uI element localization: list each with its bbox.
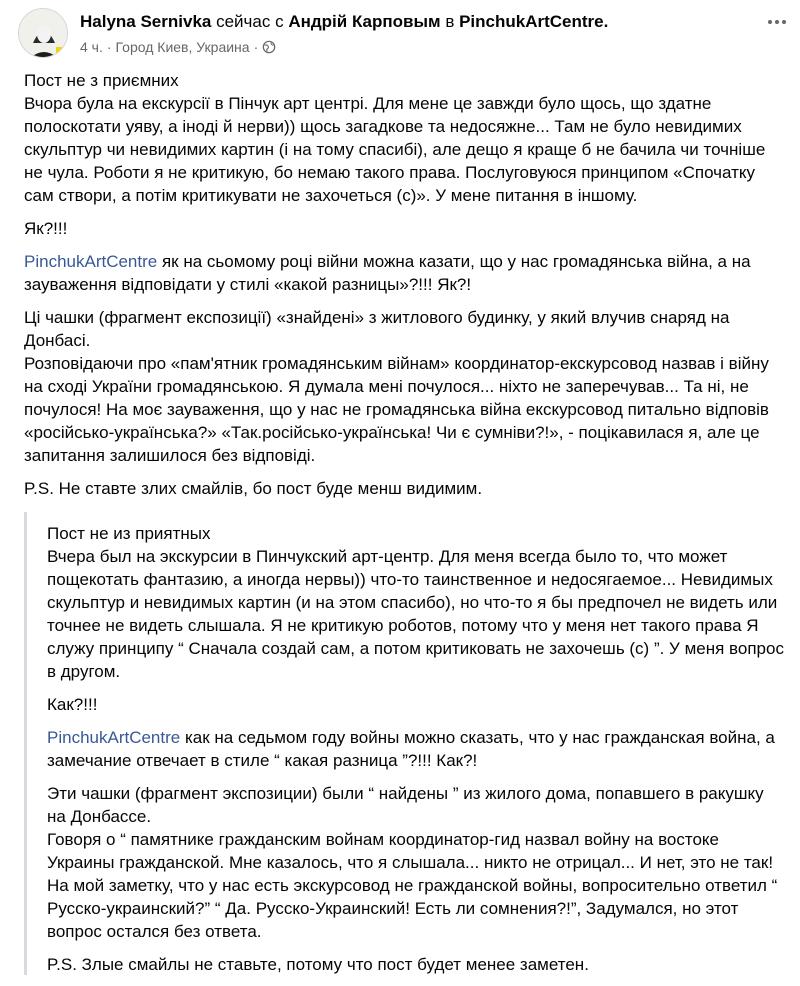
in-word: в: [445, 12, 455, 31]
avatar-image: [19, 9, 68, 58]
meta-separator: ·: [106, 39, 112, 55]
quote-paragraph-ps: P.S. Злые смайлы не ставьте, потому что пост будет менее заметен.: [47, 955, 589, 974]
globe-icon[interactable]: [262, 40, 276, 54]
meta-separator: ·: [253, 39, 259, 55]
post-meta: [80, 39, 276, 55]
tagged-page[interactable]: PinchukArtCentre.: [459, 12, 609, 31]
paragraph-intro: Пост не з приємних Вчора була на екскурсії в Пінчук арт центрі. Для мене це завжди було щось, що здатне полоскотати уяву, а іноді й нерви)) щось загадкове та недосяжне... Там не було невидимих скульптур чи невидимих картин (і на тому спасибі), але дещо я краще б не бачила чи точніше не чула. Роботи я не критикую, бо немаю такого права. Послуговуюся принципом «Спочатку сам створи, а потім критикувати не захочеться (с)». У мене питання в іншому.: [24, 71, 766, 205]
post-location[interactable]: Город Киев, Украина: [115, 39, 250, 55]
post-body-russian: [47, 522, 787, 986]
post-time[interactable]: 4 ч.: [80, 39, 103, 55]
paragraph-ps: P.S. Не ставте злих смайлів, бо пост буде менш видимим.: [24, 479, 483, 498]
page-mention-link[interactable]: PinchukArtCentre: [24, 252, 158, 271]
quote-paragraph-question: [47, 726, 787, 772]
post-header: [0, 0, 800, 70]
author-avatar[interactable]: [18, 8, 68, 58]
quote-paragraph-how: Как?!!!: [47, 695, 98, 714]
quote-paragraph-cups: Эти чашки (фрагмент экспозиции) были “ найдены ” из жилого дома, попавшего в ракушку на Донбассе. Говоря о “ памятнике гражданским войнам координатор-гид назвал войну на востоке Украины гражданской. Мне казалось, что я слышала... никто не отрицал... И нет, это не так! На мой заметку, что у нас есть экскурсовод не гражданской войны, вопросительно ответил “ Русско-украинский?” “ Да. Русско-Украинский! Есть ли сомнения?!”, Задумался, но этот вопрос остался без ответа.: [47, 784, 778, 941]
post-body-ukrainian: [24, 69, 784, 510]
translation-quote: [24, 512, 788, 975]
paragraph-question: [24, 250, 784, 296]
quote-paragraph-intro: Пост не из приятных Вчера был на экскурсии в Пинчукский арт-центр. Для меня всегда было то, что может пощекотать фантазию, а иногда нервы)) что-то таинственное и недосягаемое... Невидимых скульптур и невидимых картин (и на этом спасибо), но что-то я бы предпочел не видеть или точнее не видеть слышала. Я не критикую роботов, потому что у меня нет такого права Я служу принципу “ Сначала создай сам, а потом критиковать не захочешь (с) ”. У меня вопрос в другом.: [47, 524, 784, 681]
author-name[interactable]: Halyna Sernivka: [80, 12, 212, 31]
quote-paragraph-question-text: как на седьмом году войны можно сказать, что у нас гражданская война, а замечание отвечает в стиле “ какая разница ”?!!! Как?!: [47, 728, 775, 770]
posted-time-word: сейчас: [216, 12, 271, 31]
post-title-line: [80, 12, 608, 32]
more-options-icon[interactable]: [768, 20, 786, 24]
quote-page-mention-link[interactable]: PinchukArtCentre: [47, 728, 181, 747]
paragraph-how: Як?!!!: [24, 219, 68, 238]
with-word: с: [275, 12, 284, 31]
paragraph-question-text: як на сьомому році війни можна казати, що у нас громадянська війна, а на зауваження відповідати у стилі «какой разницы»?!!! Як?!: [24, 252, 751, 294]
paragraph-cups: Ці чашки (фрагмент експозиції) «знайдені» з житлового будинку, у який влучив снаряд на Донбасі. Розповідаючи про «пам'ятник громадянським війнам» координатор-екскурсовод назвав і війну на сході України громадянською. Я думала мені почулося... ніхто не заперечував... Та ні, не почулося! На моє зауваження, що у нас не громадянська війна екскурсовод питально відповів «російсько-українська?» «Так.російсько-українська! Чи є сумніви?!», - поцікавилася я, але це запитання залишилося без відповіді.: [24, 308, 769, 465]
tagged-person[interactable]: Андрій Карповым: [288, 12, 441, 31]
